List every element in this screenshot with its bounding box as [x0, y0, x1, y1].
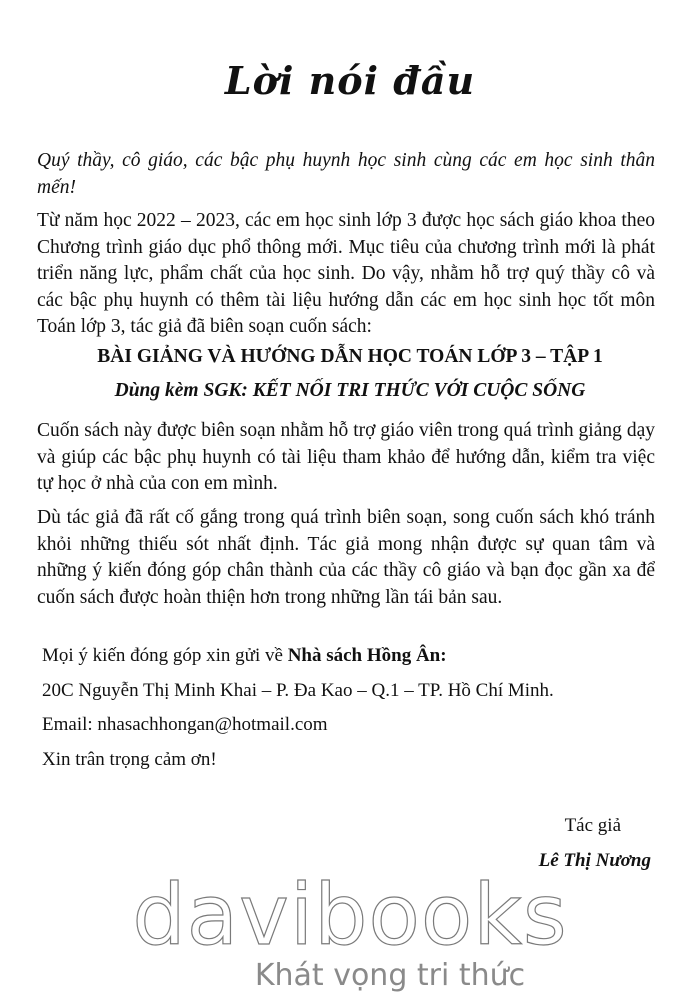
signature-name: Lê Thị Nương: [538, 850, 651, 871]
contact-colon: :: [440, 645, 447, 666]
address-line: 20C Nguyễn Thị Minh Khai – P. Đa Kao – Q.1 – TP. Hồ Chí Minh.: [42, 680, 554, 701]
email-line: Email: nhasachhongan@hotmail.com: [42, 714, 328, 735]
watermark-slogan: Khát vọng tri thức: [254, 958, 526, 993]
thanks-line: Xin trân trọng cảm ơn!: [42, 749, 217, 770]
feedback-paragraph: Dù tác giả đã rất cố gắng trong quá trình biên soạn, song cuốn sách khó tránh khỏi những thiếu sót nhất định. Tác giả mong nhận được sự quan tâm và những ý kiến đóng góp chân thành của các thầy cô giáo và bạn đọc gần xa để cuốn sách được hoàn thiện hơn trong những lần tái bản sau.: [37, 507, 655, 608]
greeting-paragraph: Quý thầy, cô giáo, các bậc phụ huynh học sinh cùng các em học sinh thân mến!: [37, 150, 655, 198]
book-subtitle: Dùng kèm SGK: KẾT NỐI TRI THỨC VỚI CUỘC SỐNG: [114, 380, 586, 401]
purpose-paragraph: Cuốn sách này được biên soạn nhằm hỗ trợ giáo viên trong quá trình giảng dạy và giúp các bậc phụ huynh có tài liệu tham khảo để hướng dẫn, kiểm tra việc tự học ở nhà của con em mình.: [37, 420, 655, 494]
book-title: BÀI GIẢNG VÀ HƯỚNG DẪN HỌC TOÁN LỚP 3 – TẬP 1: [97, 346, 603, 367]
signature-role: Tác giả: [564, 815, 621, 836]
contact-line: [42, 645, 447, 667]
watermark-brand: davibooks: [132, 866, 568, 964]
page-title: Lời nói đầu: [224, 58, 476, 103]
contact-intro: Mọi ý kiến đóng góp xin gửi về: [42, 645, 288, 666]
publisher-name: Nhà sách Hồng Ân: [287, 645, 441, 666]
intro-paragraph: Từ năm học 2022 – 2023, các em học sinh lớp 3 được học sách giáo khoa theo Chương trình giáo dục phổ thông mới. Mục tiêu của chương trình mới là phát triển năng lực, phẩm chất của học sinh. Do vậy, nhằm hỗ trợ quý thầy cô và các bậc phụ huynh có thêm tài liệu hướng dẫn các em học sinh học tốt môn Toán lớp 3, tác giả đã biên soạn cuốn sách:: [37, 210, 655, 337]
